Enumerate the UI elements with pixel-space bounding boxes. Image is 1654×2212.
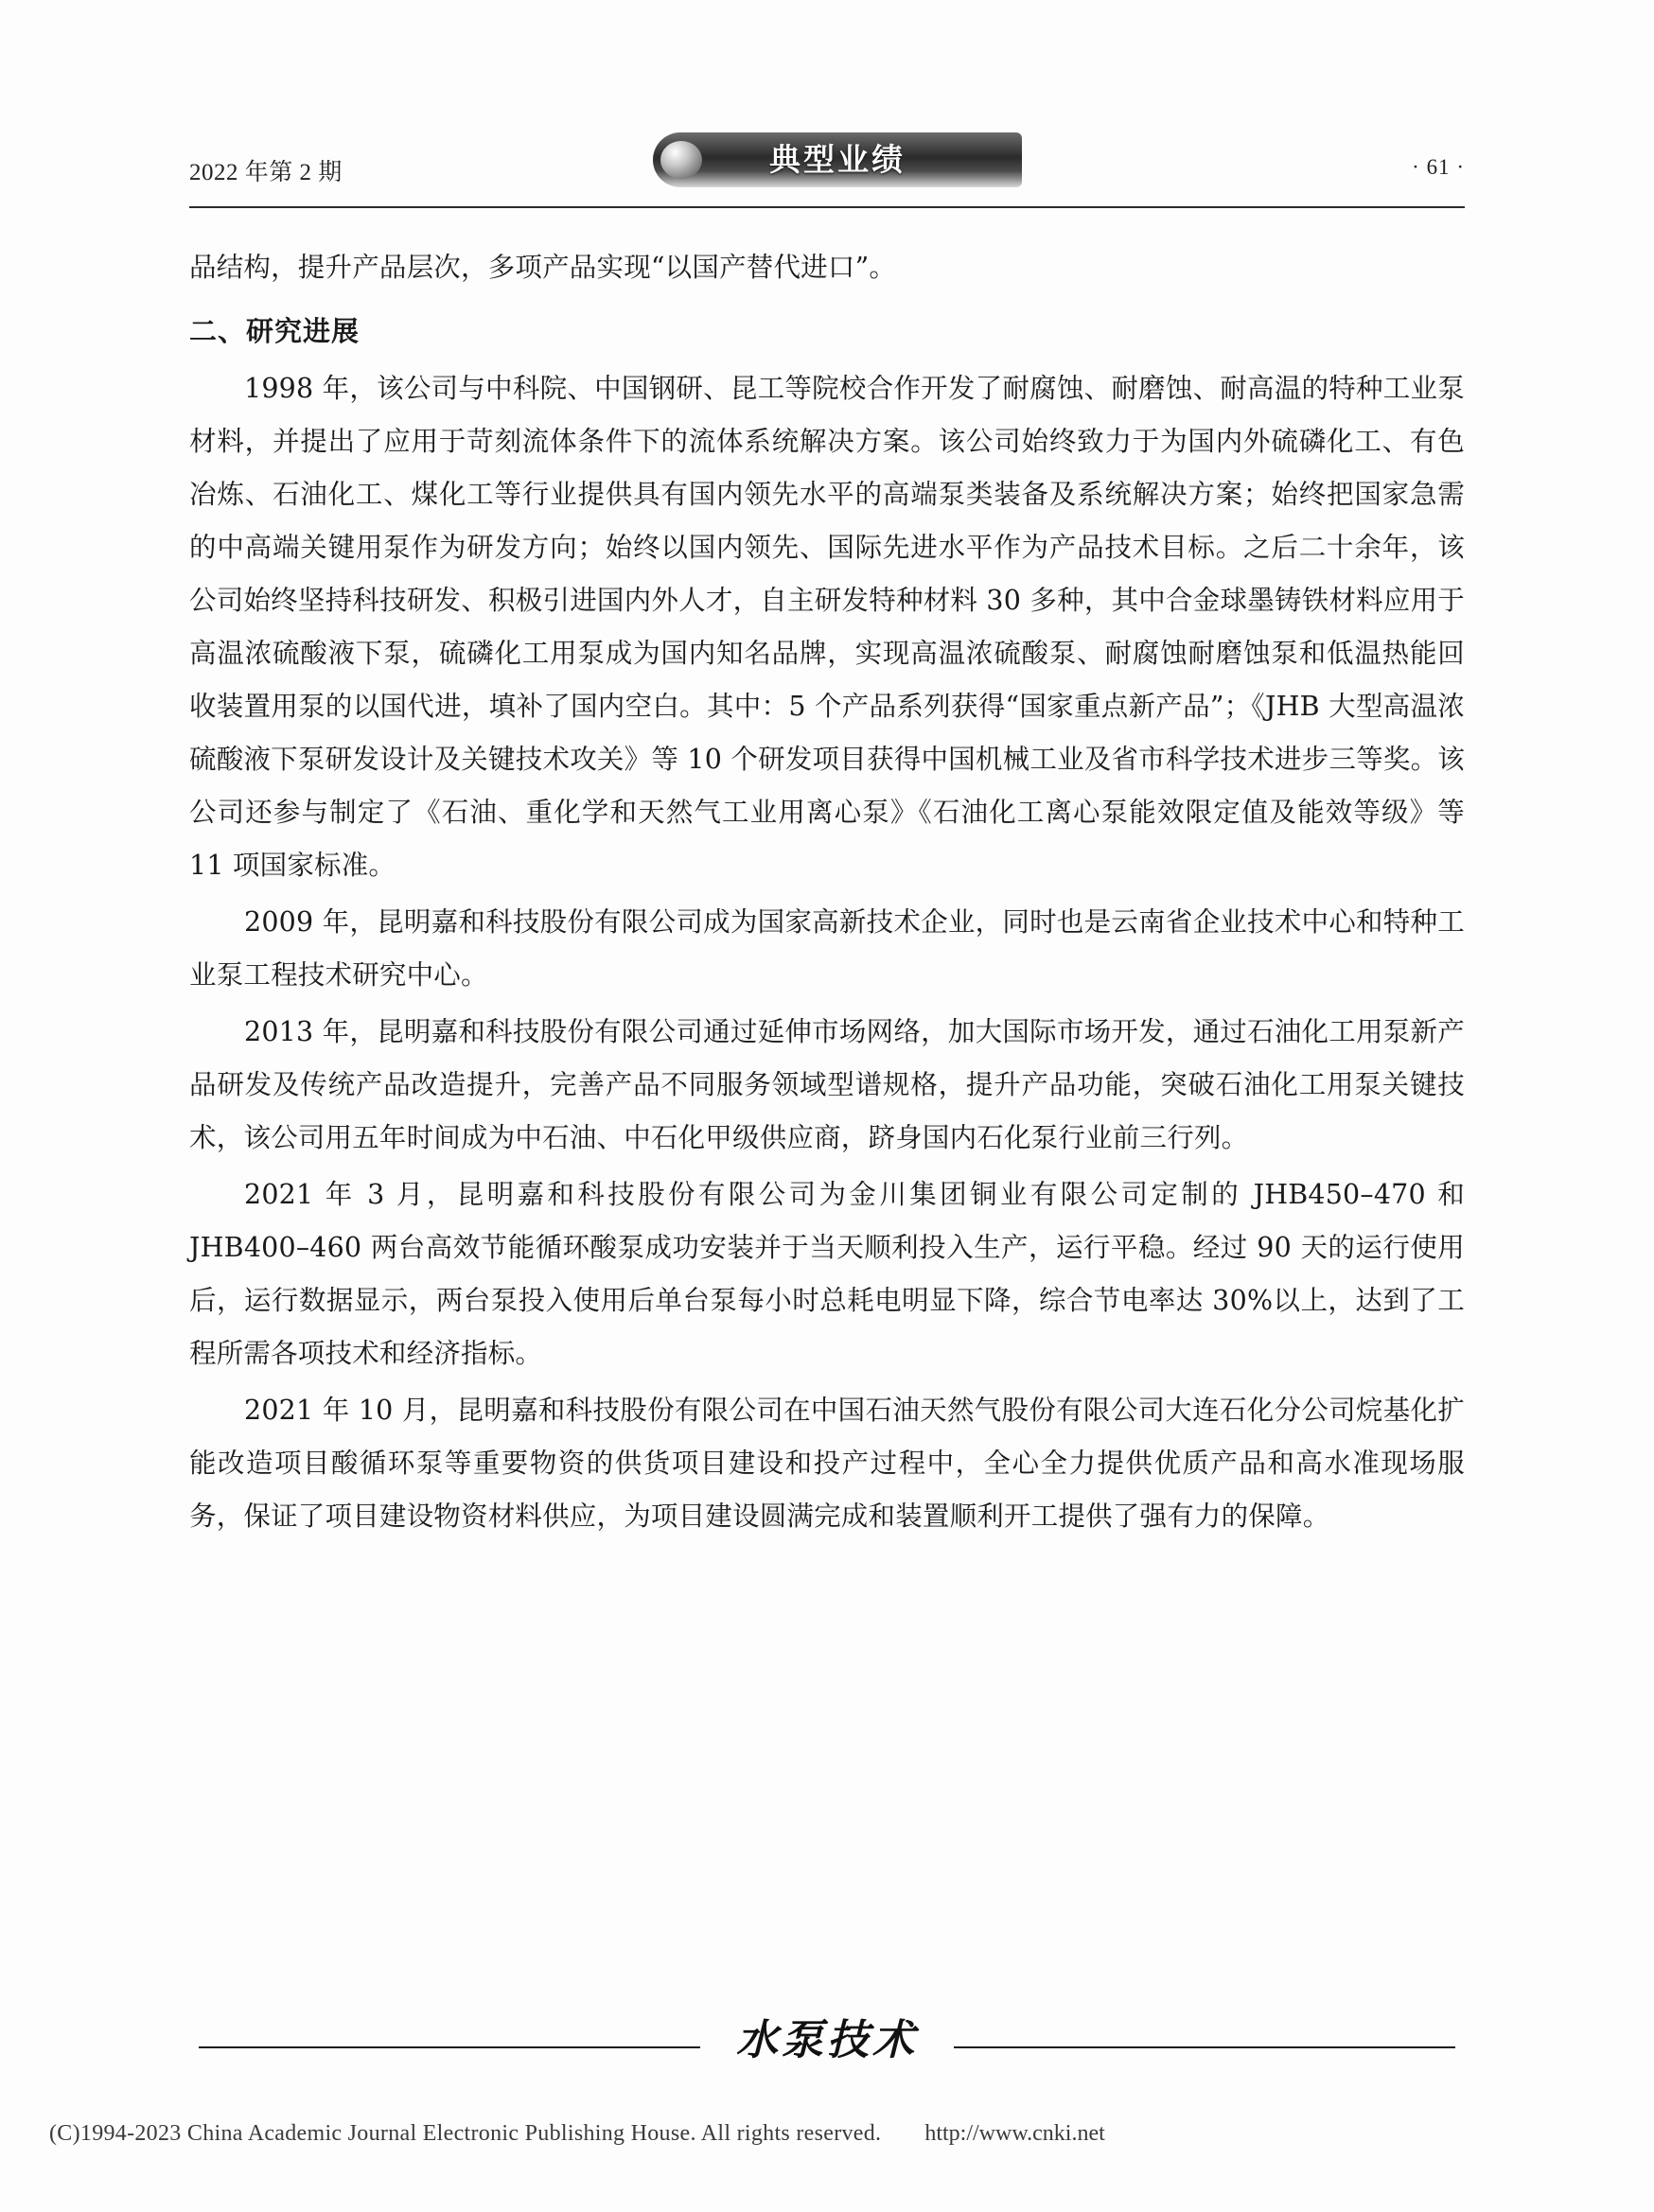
page-header: [189, 132, 1465, 218]
issue-label: 2022 年第 2 期: [189, 160, 343, 185]
banner-title: 典型业绩: [769, 141, 906, 178]
page-number: · 61 ·: [1412, 155, 1465, 179]
section-banner: [653, 132, 1022, 187]
paragraph: 2021 年 3 月，昆明嘉和科技股份有限公司为金川集团铜业有限公司定制的 JHB450–470 和 JHB400–460 两台高效节能循环酸泵成功安装并于当天顺利投入生产，运行平稳。经过 90 天的运行使用后，运行数据显示，两台泵投入使用后单台泵每小时总耗电明显下降，综合节电率达 30%以上，达到了工程所需各项技术和经济指标。: [189, 1179, 1465, 1369]
journal-logo: 水泵技术: [736, 2016, 918, 2064]
page-footer: [189, 2004, 1465, 2089]
lead-paragraph: 品结构，提升产品层次，多项产品实现“以国产替代进口”。: [189, 252, 897, 283]
copyright-line: [49, 2121, 1610, 2147]
footer-divider-left: [199, 2046, 700, 2048]
paragraph: 2021 年 10 月，昆明嘉和科技股份有限公司在中国石油天然气股份有限公司大连石化分公司烷基化扩能改造项目酸循环泵等重要物资的供货项目建设和投产过程中，全心全力提供优质产品和高水准现场服务，保证了项目建设物资材料供应，为项目建设圆满完成和装置顺利开工提供了强有力的保障。: [189, 1395, 1465, 1532]
copyright-url: http://www.cnki.net: [924, 2121, 1105, 2146]
paragraph: 2013 年，昆明嘉和科技股份有限公司通过延伸市场网络，加大国际市场开发，通过石油化工用泵新产品研发及传统产品改造提升，完善产品不同服务领域型谱规格，提升产品功能，突破石油化工用泵关键技术，该公司用五年时间成为中石油、中石化甲级供应商，跻身国内石化泵行业前三行列。: [189, 1016, 1465, 1153]
header-divider: [189, 206, 1465, 208]
article-body: [189, 241, 1465, 1547]
footer-divider-right: [954, 2046, 1455, 2048]
copyright-text: (C)1994-2023 China Academic Journal Electronic Publishing House. All rights reserved.: [49, 2121, 882, 2146]
paragraph: 1998 年，该公司与中科院、中国钢研、昆工等院校合作开发了耐腐蚀、耐磨蚀、耐高温的特种工业泵材料，并提出了应用于苛刻流体条件下的流体系统解决方案。该公司始终致力于为国内外硫磷化工、有色冶炼、石油化工、煤化工等行业提供具有国内领先水平的高端泵类装备及系统解决方案；始终把国家急需的中高端关键用泵作为研发方向；始终以国内领先、国际先进水平作为产品技术目标。之后二十余年，该公司始终坚持科技研发、积极引进国内外人才，自主研发特种材料 30 多种，其中合金球墨铸铁材料应用于高温浓硫酸液下泵，硫磷化工用泵成为国内知名品牌，实现高温浓硫酸泵、耐腐蚀耐磨蚀泵和低温热能回收装置用泵的以国代进，填补了国内空白。其中：5 个产品系列获得“国家重点新产品”；《JHB 大型高温浓硫酸液下泵研发设计及关键技术攻关》等 10 个研发项目获得中国机械工业及省市科学技术进步三等奖。该公司还参与制定了《石油、重化学和天然气工业用离心泵》《石油化工离心泵能效限定值及能效等级》等 11 项国家标准。: [189, 373, 1465, 881]
section-heading: 二、研究进展: [189, 315, 361, 347]
paragraph: 2009 年，昆明嘉和科技股份有限公司成为国家高新技术企业，同时也是云南省企业技术中心和特种工业泵工程技术研究中心。: [189, 906, 1465, 991]
